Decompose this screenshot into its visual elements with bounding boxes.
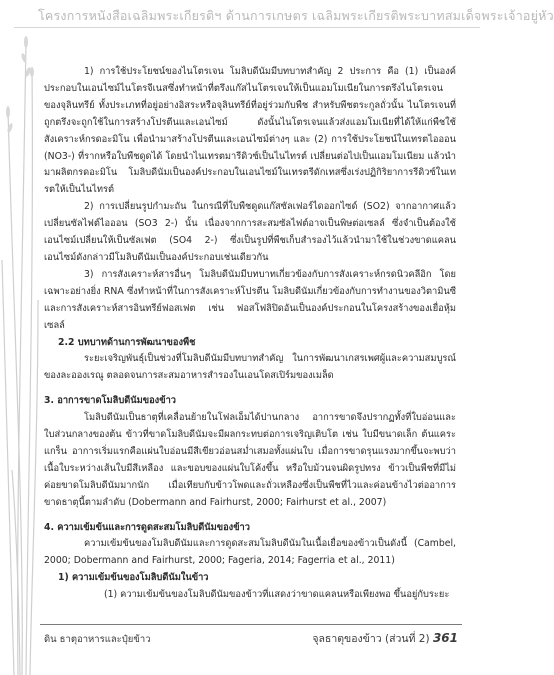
paragraph-deficiency-symptoms: โมลิบดีนัมเป็นธาตุที่เคลื่อนย้ายในโฟลเอ็มได้ปานกลาง อาการขาดจึงปรากฏทั้งที่ใบอ่อนและใบส่วนกลางของต้น ข้าวที่ขาดโมลิบดีนัมจะมีผลกระทบต่อการเจริญเติบโต เช่น ใบมีขนาดเล็ก ต้นแคระแกร็น อาการเริ่มแรกคือแผ่นใบอ่อนมีสีเขียวอ่อนสม่ำเสมอทั้งแผ่นใบ เมื่อการขาดรุนแรงมากขึ้นจะพบว่าเนื้อใบระหว่างเส้นใบมีสีเหลือง และขอบของแผ่นใบโค้งขึ้น หรือใบม้วนจนผิดรูปทรง ข้าวเป็นพืชที่มีไม่ค่อยขาดโมลิบดีนัมมากนัก เมื่อเทียบกับข้าวโพดและถั่วเหลืองซึ่งเป็นพืชที่ไวและค่อนข้างไวต่ออาการขาดธาตุนี้ตามลำดับ (Dobermann and Fairhurst, 2000; Fairhurst et al., 2007)	[44, 412, 456, 508]
heading-deficiency-symptoms: 3. อาการขาดโมลิบดีนัมของข้าว	[44, 395, 177, 407]
footer-chapter	[312, 630, 458, 647]
page-footer	[0, 624, 480, 664]
running-header	[0, 0, 554, 36]
footer-rule	[40, 624, 462, 625]
paragraph-concentration-item-1: (1) ความเข้มข้นของโมลิบดีนัมของข้าวที่แสดงว่าขาดแคลนหรือเพียงพอ ขึ้นอยู่กับระยะ	[104, 589, 450, 601]
page-body	[44, 64, 456, 604]
grass-decoration-icon	[0, 0, 40, 675]
page-number: 361	[432, 631, 458, 645]
subheading-concentration-in-rice: 1) ความเข้มข้นของโมลิบดีนัมในข้าว	[58, 572, 209, 584]
paragraph-concentration-uptake: ความเข้มข้นของโมลิบดีนัมและการดูดสะสมโมลิบดีนัมในเนื้อเยื่อของข้าวเป็นดังนี้ (Cambel, 2000; Dobermann and Fairhurst, 2000; Fageria, 2014; Fagerria et al., 2011)	[44, 538, 456, 567]
footer-book-title: ดิน ธาตุอาหารและปุ๋ยข้าว	[44, 634, 151, 645]
paragraph-other-synthesis: 3) การสังเคราะห์สารอื่นๆ โมลิบดีนัมมีบทบาทเกี่ยวข้องกับการสังเคราะห์กรดนิวคลีอิก โดยเฉพาะอย่างยิ่ง RNA ซึ่งทำหน้าที่ในการสังเคราะห์โปรตีน โมลิบดีนัมเกี่ยวข้องกับการทำงานของวิตามินซี และการสังเคราะห์สารอินทรีย์ฟอสเฟต เช่น ฟอสโฟลิปิดอันเป็นองค์ประกอนในโครงสร้างของเยื่อหุ้มเซลล์	[44, 268, 456, 331]
heading-concentration-uptake: 4. ความเข้มข้นและการดูดสะสมโมลิบดีนัมของข้าว	[44, 521, 250, 533]
paragraph-nitrogen-use: 1) การใช้ประโยชน์ของไนโตรเจน โมลิบดีนัมมีบทบาทสำคัญ 2 ประการ คือ (1) เป็นองค์ประกอบในเอนไซม์ไนโตรจีเนสซึ่งทำหน้าที่ตรึงแก๊สไนโตรเจนให้เป็นแอมโมเนียในการตรึงไนโตรเจนของจุลินทรีย์ ทั้งประเภทที่อยู่อย่างอิสระหรือจุลินทรีย์ที่อยู่ร่วมกับพืช สำหรับพืชตระกูลถั่วนั้น ไนโตรเจนที่ถูกตรึงจะถูกใช้ในการสร้างโปรตีนและเอนไซม์ ดังนั้นไนโตรเจนแล้วส่งแอมโมเนียที่ได้ให้แก่พืชใช้สังเคราะห์กรดอะมิโน เพื่อนำมาสร้างโปรตีนและเอนไซม์ต่างๆ และ (2) การใช้ประโยชน์ในเทรตไอออน (NO3-) ที่รากหรือใบพืชดูดได้ โดยนำไนเทรตมารีดิวซ์เป็นไนไทรต์ เปลี่ยนต่อไปเป็นแอมโมเนียม แล้วนำมาผลิตกรดอะมิโน โมลิบดีนัมเป็นองค์ประกอบในเอนไซม์ในเทรตรีดักเทสซึ่งเร่งปฏิกิริยาการรีดิวซ์ในเทรตให้เป็นไนไทรต์	[44, 66, 456, 196]
header-rule	[14, 27, 480, 28]
subheading-plant-development: 2.2 บทบาทด้านการพัฒนาของพืช	[58, 336, 196, 348]
header-title: โครงการหนังสือเฉลิมพระเกียรติฯ ด้านการเกษตร เฉลิมพระเกียรติพระบาทสมเด็จพระเจ้าอยู่หัว	[38, 8, 554, 23]
footer-chapter-title: จุลธาตุของข้าว (ส่วนที่ 2)	[312, 633, 430, 645]
paragraph-plant-development: ระยะเจริญพันธุ์เป็นช่วงที่โมลิบดีนัมมีบทบาทสำคัญ ในการพัฒนาเกสรเพศผู้และความสมบูรณ์ของละอองเรณู ตลอดจนการสะสมอาหารสำรองในเอนโดสเปิร์มของเมล็ด	[44, 353, 456, 382]
paragraph-sulfur-conversion: 2) การเปลี่ยนรูปกำมะถัน ในกรณีที่ใบพืชดูดแก๊สซัลเฟอร์ไดออกไซด์ (SO2) จากอากาศแล้วเปลี่ยนซัลไฟต์ไอออน (SO3 2-) นั้น เนื่องจากการสะสมซัลไฟต์อาจเป็นพิษต่อเซลล์ ซึ่งจำเป็นต้องใช้เอนไซม์เปลี่ยนให้เป็นซัลเฟต (SO4 2-) ซึ่งเป็นรูปที่พืชเก็บสำรองไว้แล้วนำมาใช้ในช่วงขาดแคลน เอนไซม์ดังกล่าวมีโมลิบดีนัมเป็นองค์ประกอบเช่นเดียวกัน	[44, 201, 456, 263]
